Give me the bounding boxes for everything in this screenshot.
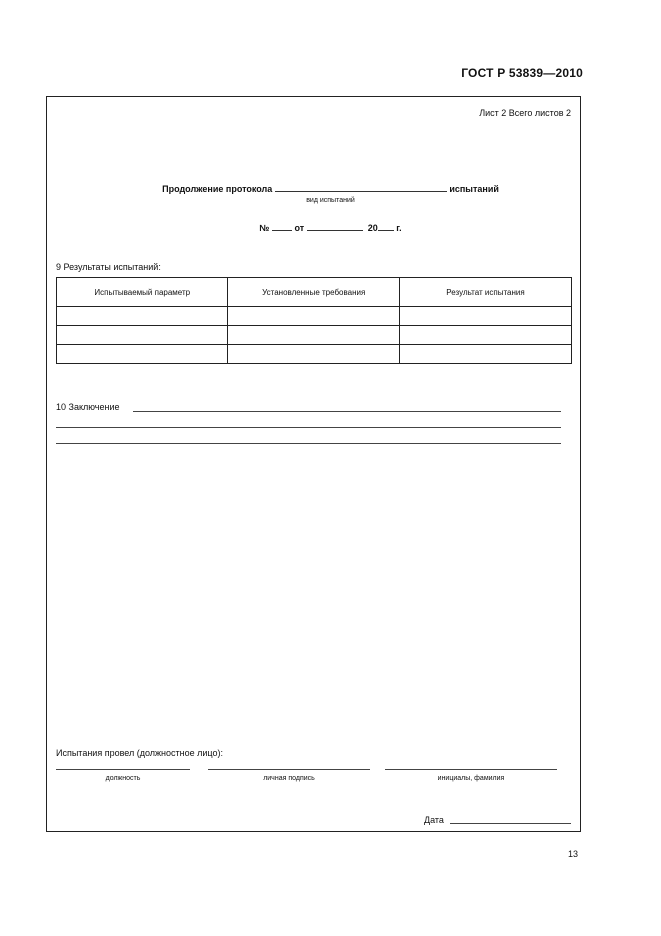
date-line[interactable] [450, 823, 571, 824]
table-row [57, 345, 572, 364]
table-cell[interactable] [57, 307, 228, 326]
table-cell[interactable] [228, 326, 399, 345]
results-table-header [57, 278, 572, 307]
year-blank[interactable] [378, 222, 394, 231]
name-line[interactable] [385, 769, 557, 770]
form-frame [46, 96, 581, 832]
page-number: 13 [567, 849, 578, 859]
year-suffix: г. [396, 223, 402, 233]
protocol-date-blank[interactable] [307, 222, 363, 231]
table-row [57, 326, 572, 345]
column-header-parameter: Испытываемый параметр [57, 278, 228, 307]
signature-line[interactable] [208, 769, 370, 770]
conclusion-line-2[interactable] [56, 427, 561, 428]
table-cell[interactable] [57, 345, 228, 364]
protocol-number-line [0, 222, 661, 233]
name-caption: инициалы, фамилия [437, 775, 505, 782]
signature-caption: личная подпись [263, 775, 315, 782]
table-row [57, 307, 572, 326]
date-label: Дата [424, 815, 444, 825]
continuation-label: Продолжение протокола [162, 184, 273, 194]
table-cell[interactable] [399, 345, 571, 364]
test-type-blank[interactable] [275, 183, 447, 192]
protocol-continuation-line [0, 183, 661, 194]
number-label: № [259, 223, 270, 233]
tested-by-label: Испытания провел (должностное лицо): [56, 748, 223, 758]
conclusion-line-3[interactable] [56, 443, 561, 444]
standard-code: ГОСТ Р 53839—2010 [461, 66, 583, 80]
position-caption: должность [105, 775, 141, 782]
table-cell[interactable] [228, 307, 399, 326]
sheet-info: Лист 2 Всего листов 2 [479, 108, 571, 118]
table-cell[interactable] [57, 326, 228, 345]
column-header-result: Результат испытания [399, 278, 571, 307]
table-cell[interactable] [399, 326, 571, 345]
conclusion-line-1[interactable] [133, 411, 561, 412]
results-table [56, 277, 572, 364]
tests-label: испытаний [449, 184, 499, 194]
protocol-number-blank[interactable] [272, 222, 292, 231]
test-type-caption: вид испытаний [306, 197, 355, 204]
position-line[interactable] [56, 769, 190, 770]
from-label: от [294, 223, 305, 233]
table-cell[interactable] [228, 345, 399, 364]
column-header-requirements: Установленные требования [228, 278, 399, 307]
table-cell[interactable] [399, 307, 571, 326]
section-9-title: 9 Результаты испытаний: [56, 262, 161, 272]
section-10-title: 10 Заключение [56, 402, 120, 412]
year-prefix: 20 [367, 223, 378, 233]
